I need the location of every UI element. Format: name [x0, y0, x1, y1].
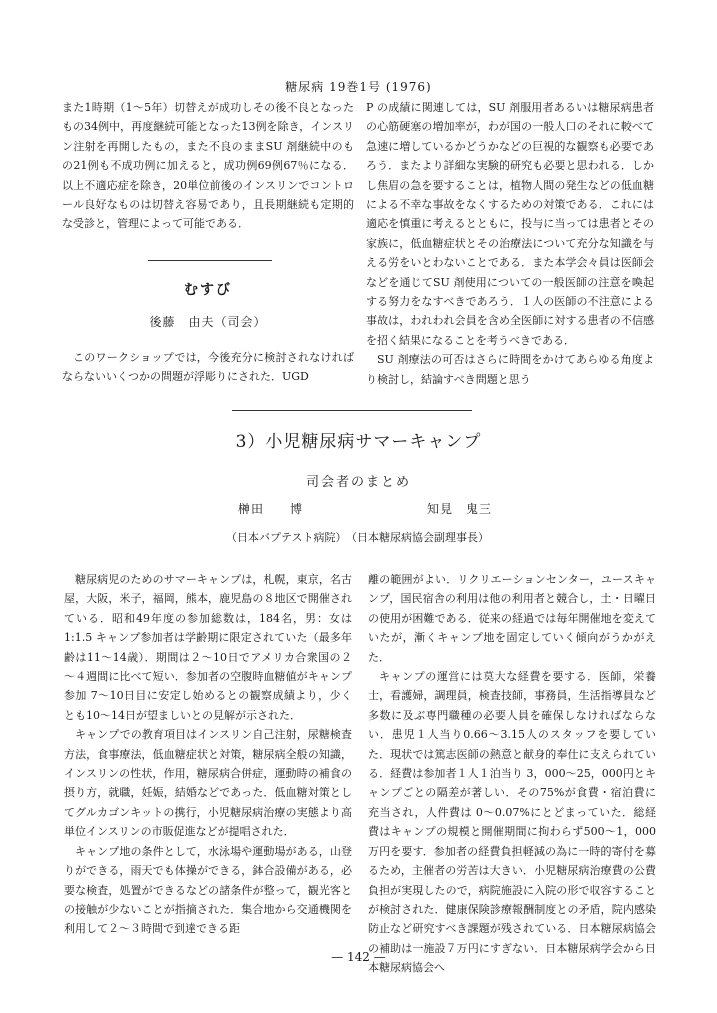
affiliation-baptist-hospital: （日本バプテスト病院） [226, 531, 347, 544]
musubi-chair: 後藤 由夫（司会） [149, 315, 267, 329]
page-number: — 142 — [331, 950, 386, 964]
top-left-paragraph: また1時期（1～5年）切替えが成功しその後不良となったもの34例中，再度継続可能となった13例を除き，インスリン注射を再開したもの，また不良のままSU 剤継続中のもの21例も不成功例に加えると，成功例69例67％になる．以上不適応症を除き，20単位前後のインスリンでコントロール良好なものは切替え容易であり，且長期継続も定期的な受診と，管理によって可能である． [62, 101, 354, 231]
top-right-paragraph-1: P の成績に関連しては，SU 剤服用者あるいは糖尿病患者の心筋硬塞の増加率が，わが国の一般人口のそれに較べて急速に増しているかどうかなどの巨視的な観察も必要であろう．またより詳細な実験的研究も必要と思われる．しかし焦眉の急を要することは，植物人間の発生などの低血糖による不幸な事故をなくするための対策である．これには適応を慎重に考えるとともに，投与に当っては患者とその家族に，低血糖症状とその治療法について充分な知識を与える労をいとわないことである．また本学会々員は医師会などを通じてSU 剤使用についての一般医師の注意を喚起する努力をなすべきであろう．１人の医師の不注意による事故は，われわれ会員を含め全医師に対する患者の不信感を招く結果になることを考うべきである． [366, 101, 654, 347]
musubi-body [62, 348, 354, 387]
bottom-right-column [368, 570, 656, 978]
bottom-right-paragraph-1: 離の範囲がよい．リクリエーションセンター，ユースキャンプ，国民宿舎の利用は他の利用者と競合し，土・日曜日の使用が困難である．従来の経過では毎年開催地を変えていたが，漸くキャンプ地を固定していく傾向がうかがえた． [368, 573, 656, 664]
section-divider-short [148, 260, 272, 261]
section-title: 3）小児糖尿病サマーキャンプ [235, 432, 482, 452]
top-right-column [366, 98, 654, 389]
author-chimi: 知見 鬼三 [427, 502, 493, 516]
bottom-left-paragraph-1: 糖尿病児のためのサマーキャンプは，札幌，東京，名古屋，大阪，米子，福岡，熊本，鹿児島の８地区で開催されている．昭和49年度の参加総数は，184名，男：女は1:1.5 キャンプ参加者は学齢期に限定されていた（最多年齢は11～14歳）．期間は２～10日でアメリカ合衆国の２～４週間に比べて短い．参加者の空腹時血糖値がキャンプ参加 7～10日目に安定し始めるとの観察成績より，少くとも10～14日が望ましいとの見解が示された． [64, 573, 352, 722]
bottom-left-paragraph-2: キャンプでの教育項目はインスリン自己注射，尿糖検査方法，食事療法，低血糖症状と対策，糖尿病全般の知識，インスリンの性状，作用，糖尿病合併症，運動時の補食の摂り方，就職，妊娠，結婚などであった．低血糖対策としてグルカゴンキットの携行，小児糖尿病治療の実態より高単位インスリンの市販促進などが提唱された． [64, 728, 352, 839]
bottom-left-column [64, 570, 352, 939]
author-sakakida: 榊田 博 [238, 502, 304, 516]
bottom-right-paragraph-2: キャンプの運営には莫大な経費を要する．医師，栄養士，看護婦，調理員，検査技師，事務員，生活指導員など多数に及ぶ専門職種の必要人員を確保しなければならない．患児１人当り0.66～3.15人のスタッフを要していた．現状では篤志医師の熱意と献身的奉仕に支えられている．経費は参加者１人１泊当り 3，000～25，000円とキャンプごとの隔差が著しい．その75%が食費・宿泊費に充当され，人件費は 0～0.07%にとどまっていた．総経費はキャンプの規模と開催期間に拘わらず500～1，000万円を要す．参加者の経費負担軽減の為に一時的寄付を募るため，主催者の労苦は大きい．小児糖尿病治療費の公費負担が実現したので，病院施設に入院の形で収容することが検討された．健康保険診療報酬制度との矛盾，院内感染防止など研究すべき課題が残されている．日本糖尿病協会の補助は一施設７万円にすぎない．日本糖尿病学会から日本糖尿病協会へ [368, 670, 656, 975]
section-subtitle: 司会者のまとめ [305, 475, 411, 490]
musubi-heading: むすび [184, 282, 232, 298]
section-divider-long [232, 410, 472, 411]
top-right-paragraph-2: SU 剤療法の可否はさらに時間をかけてあらゆる角度より検討し，結論すべき問題と思う [366, 353, 654, 386]
journal-header: 糖尿病 19巻1号 (1976) [285, 80, 432, 94]
affiliation-diabetes-association: （日本糖尿病協会副理事長） [346, 531, 489, 544]
top-left-column [62, 98, 354, 234]
bottom-left-paragraph-3: キャンプ地の条件として，水泳場や運動場がある，山登りができる，雨天でも体操ができる，鉢合設備がある，必要な検査，処置ができるなどの諸条件が整って，観光客との接触が少ないことが指摘された．集合地から交通機関を利用して２～３時間で到達できる距 [64, 844, 352, 936]
musubi-paragraph: このワークショップでは，今後充分に検討されなければならないいくつかの問題が浮彫りにされた．UGD [62, 351, 354, 384]
